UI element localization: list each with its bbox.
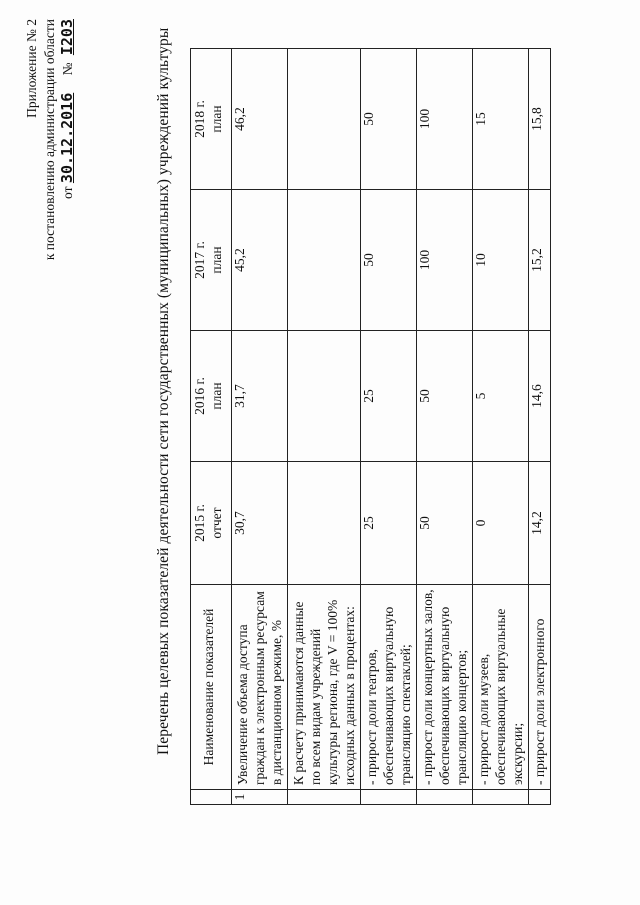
value-text: 0 xyxy=(473,519,488,527)
decree-date-line xyxy=(58,19,76,249)
row-name-cell xyxy=(473,585,529,790)
row-num-cell xyxy=(473,790,529,805)
row-name: - прирост доли театров, обеспечивающих виртуальную трансляцию спектаклей; xyxy=(364,606,413,785)
value-text: 50 xyxy=(361,112,376,126)
header-name-cell xyxy=(191,585,232,790)
value-cell xyxy=(288,462,361,585)
row-num: 1 xyxy=(232,793,247,801)
row-num-cell xyxy=(288,790,361,805)
value-cell xyxy=(232,462,288,585)
value-text: 25 xyxy=(361,516,376,530)
row-num-cell xyxy=(361,790,417,805)
header-kind: план xyxy=(209,246,224,274)
decree-date: 30.12.2016 xyxy=(58,92,76,184)
value-text: 46,2 xyxy=(232,107,247,131)
value-cell xyxy=(288,331,361,462)
row-name-cell xyxy=(288,585,361,790)
header-name: Наименование показателей xyxy=(201,608,216,766)
value-cell xyxy=(417,331,473,462)
row-name-cell xyxy=(417,585,473,790)
value-cell xyxy=(473,190,529,331)
value-cell xyxy=(232,190,288,331)
row-name: Увеличение объема доступа граждан к электронным ресурсам в дистанционном режиме, % xyxy=(235,591,284,785)
value-text: 25 xyxy=(361,389,376,403)
row-name-cell xyxy=(361,585,417,790)
row-name-cell xyxy=(232,585,288,790)
appendix-label-block xyxy=(24,19,40,149)
table-row xyxy=(473,49,529,805)
value-text: 50 xyxy=(417,389,432,403)
value-cell xyxy=(529,49,551,190)
value-cell xyxy=(529,190,551,331)
row-num-cell xyxy=(417,790,473,805)
value-cell xyxy=(473,49,529,190)
value-text: 31,7 xyxy=(232,384,247,408)
header-year: 2018 г. xyxy=(192,100,207,138)
table-row xyxy=(232,49,288,805)
decree-number: I203 xyxy=(58,19,76,56)
header-2017 xyxy=(191,190,232,331)
header-year: 2016 г. xyxy=(192,377,207,415)
row-name-cell xyxy=(529,585,551,790)
header-year: 2017 г. xyxy=(192,241,207,279)
header-kind: план xyxy=(209,382,224,410)
value-text: 5 xyxy=(473,392,488,400)
row-num-cell xyxy=(232,790,288,805)
value-text: 14,6 xyxy=(529,384,544,408)
number-prefix: № xyxy=(60,62,75,76)
header-kind: отчет xyxy=(209,507,224,539)
indicators-table xyxy=(190,48,551,805)
value-cell xyxy=(529,462,551,585)
header-2016 xyxy=(191,331,232,462)
value-cell xyxy=(529,331,551,462)
value-cell xyxy=(417,49,473,190)
value-text: 15,2 xyxy=(529,248,544,272)
value-cell xyxy=(361,462,417,585)
value-cell xyxy=(473,462,529,585)
appendix-label: Приложение № 2 xyxy=(24,19,39,118)
value-cell xyxy=(361,49,417,190)
decree-line: к постановлению администрации области xyxy=(42,19,57,261)
table-header-row xyxy=(191,49,232,805)
row-name: - прирост доли концертных залов, обеспечивающих виртуальную трансляцию концертов; xyxy=(420,589,469,785)
header-kind: план xyxy=(209,105,224,133)
value-cell xyxy=(232,331,288,462)
value-cell xyxy=(473,331,529,462)
header-num-cell xyxy=(191,790,232,805)
row-name: К расчету принимаются данные по всем видам учреждений культуры региона, где V = 100% исходных данных в процентах: xyxy=(291,599,357,785)
table-row xyxy=(288,49,361,805)
value-cell xyxy=(417,190,473,331)
table-row xyxy=(361,49,417,805)
value-cell xyxy=(232,49,288,190)
header-2015 xyxy=(191,462,232,585)
page-title: Перечень целевых показателей деятельности сети государственных (муниципальных) учреждений культуры xyxy=(155,27,172,755)
date-prefix: от xyxy=(60,186,75,199)
row-name: - прирост доли музеев, обеспечивающих виртуальные экскурсии; xyxy=(476,608,525,785)
value-text: 10 xyxy=(473,253,488,267)
value-cell xyxy=(288,49,361,190)
value-text: 50 xyxy=(417,516,432,530)
row-name: - прирост доли электронного xyxy=(532,618,547,785)
value-text: 100 xyxy=(417,108,432,130)
value-text: 15 xyxy=(473,112,488,126)
header-2018 xyxy=(191,49,232,190)
header-year: 2015 г. xyxy=(192,504,207,542)
value-text: 14,2 xyxy=(529,511,544,535)
value-cell xyxy=(288,190,361,331)
value-text: 50 xyxy=(361,253,376,267)
value-text: 45,2 xyxy=(232,248,247,272)
value-text: 100 xyxy=(417,249,432,271)
table-row xyxy=(417,49,473,805)
value-cell xyxy=(417,462,473,585)
value-text: 15,8 xyxy=(529,107,544,131)
row-num-cell xyxy=(529,790,551,805)
table-row xyxy=(529,49,551,805)
value-cell xyxy=(361,190,417,331)
value-text: 30,7 xyxy=(232,511,247,535)
value-cell xyxy=(361,331,417,462)
